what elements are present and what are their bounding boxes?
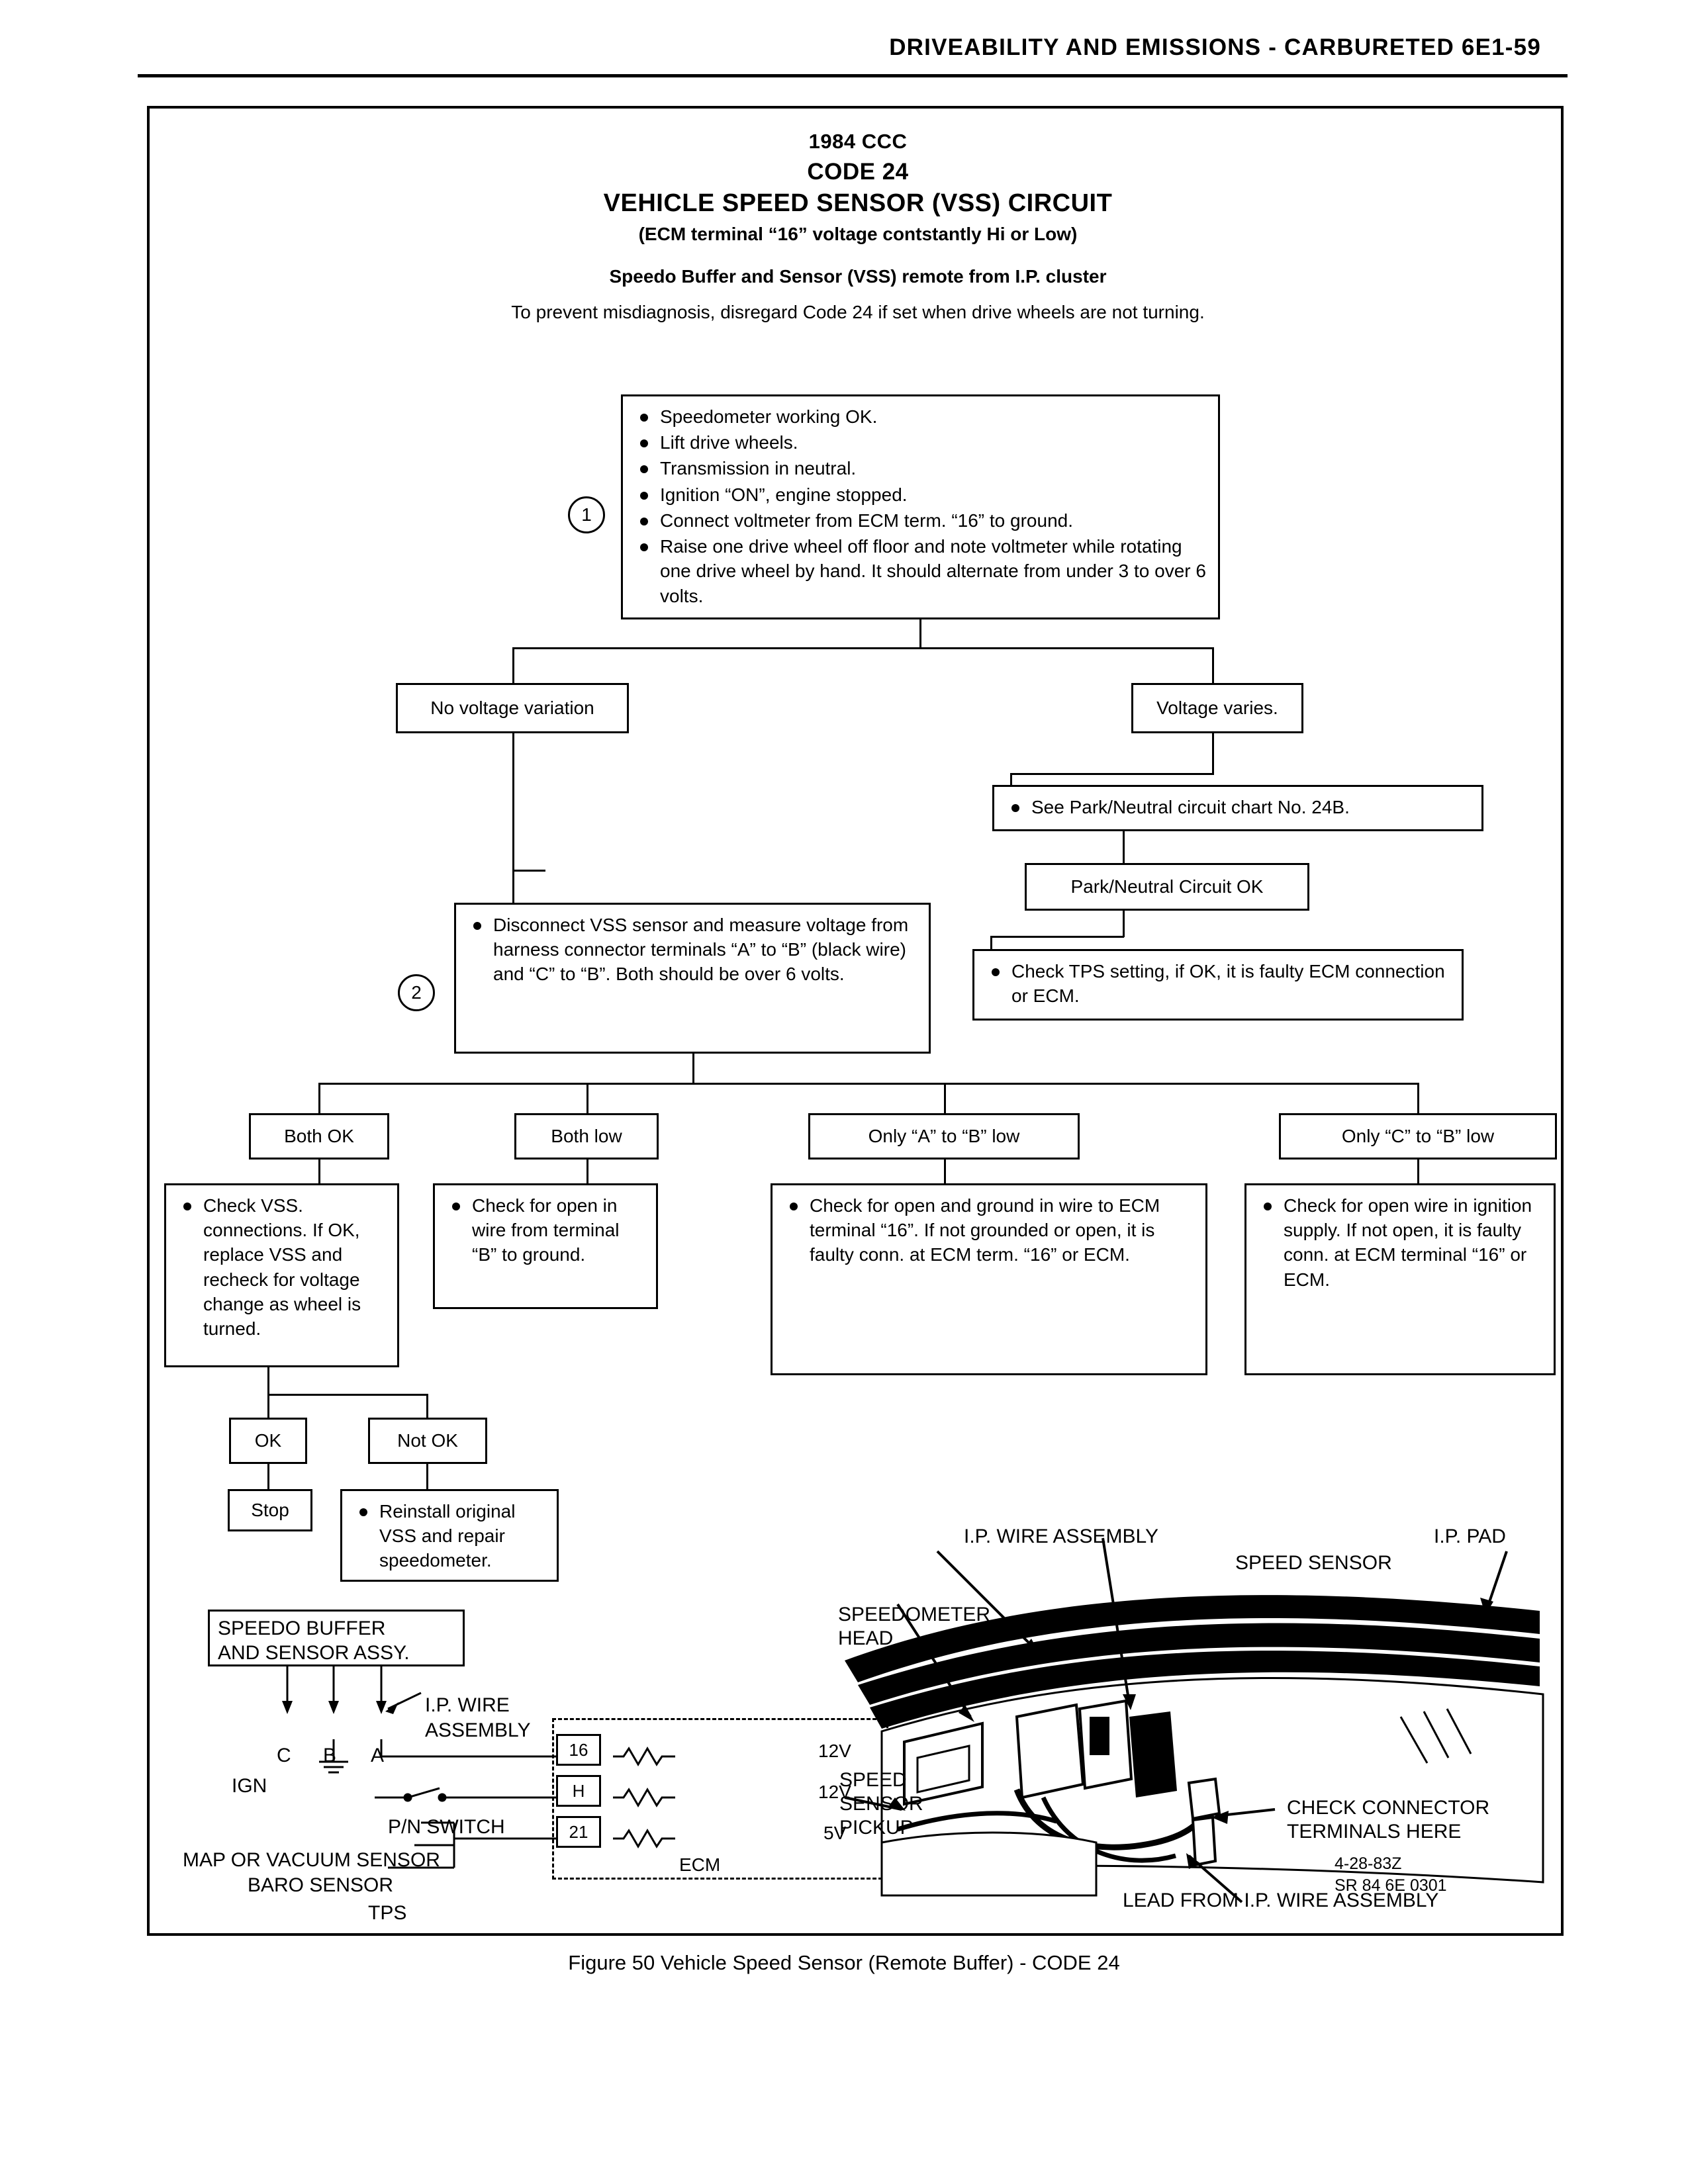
step-1-number: 1 — [568, 496, 605, 533]
park-neutral-ok-label: Park/Neutral Circuit OK — [1070, 876, 1264, 897]
ip-wire-assembly-callout: I.P. WIRE ASSEMBLY — [964, 1525, 1158, 1547]
connector — [267, 1367, 269, 1395]
connector — [267, 1394, 269, 1419]
voltage-varies-label: Voltage varies. — [1156, 698, 1278, 719]
ecm-voltage-16: 12V — [818, 1741, 851, 1761]
stop-box — [228, 1489, 312, 1531]
both-ok-box — [249, 1113, 389, 1160]
both-ok-action-box — [164, 1183, 399, 1367]
title-year: 1984 CCC — [808, 130, 908, 153]
step-2-text: Disconnect VSS sensor and measure voltage from harness connector terminals “A” to “B” (black wire) and “C” to “B”. Both should be over 6 volts. — [468, 913, 917, 987]
both-ok-label: Both OK — [284, 1126, 354, 1147]
reinstall-action-box — [340, 1489, 559, 1582]
park-neutral-ok-box — [1025, 863, 1309, 911]
ecm-voltage-h: 12V — [818, 1782, 851, 1802]
connector — [1010, 773, 1214, 775]
speed-sensor-pickup-callout — [839, 1768, 923, 1840]
terminal-c-label: C — [277, 1745, 291, 1766]
speedometer-head-line1: SPEEDOMETER — [838, 1604, 991, 1625]
speed-sensor-callout: SPEED SENSOR — [1235, 1552, 1392, 1574]
title-circuit: VEHICLE SPEED SENSOR (VSS) CIRCUIT — [603, 189, 1113, 217]
ign-label: IGN — [232, 1775, 267, 1797]
connector — [944, 1083, 946, 1115]
no-voltage-variation-box — [396, 683, 629, 733]
connector — [1123, 911, 1125, 937]
reinstall-action-text: Reinstall original VSS and repair speedometer. — [354, 1499, 545, 1573]
connector — [1212, 733, 1214, 774]
only-a-to-b-low-box — [808, 1113, 1080, 1160]
connector — [512, 733, 514, 911]
stamp-line-2: SR 84 6E 0301 — [1335, 1876, 1447, 1895]
both-low-label: Both low — [551, 1126, 622, 1147]
ecm-voltage-21: 5V — [823, 1823, 847, 1843]
speedo-buffer-label-2: AND SENSOR ASSY. — [218, 1641, 410, 1664]
connector — [1212, 647, 1214, 684]
speedo-buffer-label-1: SPEEDO BUFFER — [218, 1617, 386, 1639]
connector — [919, 619, 921, 649]
step-1-item: Ignition “ON”, engine stopped. — [635, 482, 1206, 507]
connector — [426, 1464, 428, 1489]
only-a-to-b-low-label: Only “A” to “B” low — [868, 1126, 1020, 1147]
connector — [586, 1160, 588, 1185]
no-voltage-variation-label: No voltage variation — [430, 698, 594, 719]
terminal-b-label: B — [323, 1745, 337, 1766]
ecm-pin-16: 16 — [556, 1734, 601, 1766]
ecm-pin-21: 21 — [556, 1816, 601, 1848]
only-c-to-b-low-box — [1279, 1113, 1557, 1160]
not-ok-box — [368, 1418, 487, 1464]
speed-sensor-pickup-line2: SENSOR — [839, 1793, 923, 1815]
connector — [512, 647, 514, 684]
pn-switch-label: P/N SWITCH — [388, 1816, 505, 1838]
title-buffer-note: Speedo Buffer and Sensor (VSS) remote from I.P. cluster — [609, 266, 1107, 287]
ok-box — [229, 1418, 307, 1464]
connector — [318, 1160, 320, 1185]
only-c-to-b-low-label: Only “C” to “B” low — [1341, 1126, 1495, 1147]
speed-sensor-pickup-line3: PICKUP — [839, 1817, 914, 1839]
speed-sensor-pickup-line1: SPEED — [839, 1769, 907, 1791]
step-2-box — [454, 903, 931, 1054]
step-1-item: Speedometer working OK. — [635, 404, 1206, 429]
connector — [1123, 831, 1125, 863]
check-connector-line2: TERMINALS HERE — [1287, 1821, 1462, 1843]
both-low-action-text: Check for open in wire from terminal “B” to ground. — [447, 1193, 644, 1267]
check-connector-line1: CHECK CONNECTOR — [1287, 1797, 1490, 1819]
ip-illustration — [818, 1498, 1560, 1948]
step-1-item: Lift drive wheels. — [635, 430, 1206, 455]
connector — [692, 1054, 694, 1084]
speedo-buffer-assy-box — [208, 1610, 465, 1666]
voltage-varies-box — [1131, 683, 1303, 733]
speedometer-head-line2: HEAD — [838, 1627, 894, 1649]
both-low-box — [514, 1113, 659, 1160]
figure-frame — [147, 106, 1564, 1936]
stamp-line-1: 4-28-83Z — [1335, 1854, 1402, 1873]
connector — [318, 1083, 320, 1115]
only-c-action-box — [1244, 1183, 1556, 1375]
ip-pad-callout: I.P. PAD — [1434, 1525, 1506, 1547]
connector — [267, 1394, 426, 1396]
only-a-action-box — [771, 1183, 1207, 1375]
only-c-action-text: Check for open wire in ignition supply. If not open, it is faulty conn. at ECM terminal “16” or ECM. — [1258, 1193, 1542, 1292]
step-1-item: Connect voltmeter from ECM term. “16” to ground. — [635, 508, 1206, 533]
tps-check-box — [972, 949, 1464, 1021]
both-ok-action-text: Check VSS. connections. If OK, replace VSS and recheck for voltage change as wheel is turned. — [178, 1193, 385, 1341]
park-neutral-chart-text: See Park/Neutral circuit chart No. 24B. — [1006, 795, 1470, 819]
connector — [990, 936, 1124, 938]
check-connector-callout — [1287, 1796, 1489, 1844]
header-rule — [138, 74, 1568, 77]
connector — [990, 936, 992, 950]
connector — [318, 1083, 1417, 1085]
figure-caption: Figure 50 Vehicle Speed Sensor (Remote Buffer) - CODE 24 — [568, 1951, 1120, 1974]
ip-wire-assembly-label-2: ASSEMBLY — [425, 1719, 531, 1741]
tps-label: TPS — [368, 1902, 407, 1924]
speedometer-head-callout — [838, 1603, 990, 1651]
park-neutral-chart-box — [992, 785, 1483, 831]
connector — [586, 1083, 588, 1115]
page-header: DRIVEABILITY AND EMISSIONS - CARBURETED 6E1-59 — [889, 34, 1541, 60]
connector — [512, 870, 545, 872]
connector — [1417, 1083, 1419, 1115]
stop-label: Stop — [251, 1500, 289, 1521]
title-code: CODE 24 — [807, 159, 909, 185]
connector — [1010, 773, 1012, 786]
connector — [267, 1464, 269, 1489]
connector — [426, 1394, 428, 1419]
ip-wire-assembly-label-1: I.P. WIRE — [425, 1694, 510, 1716]
drawing-stamp — [1335, 1853, 1447, 1896]
ok-label: OK — [254, 1430, 282, 1451]
baro-sensor-label: BARO SENSOR — [248, 1874, 394, 1896]
step-2-number: 2 — [398, 974, 435, 1011]
ecm-label: ECM — [679, 1854, 721, 1875]
step-1-item: Transmission in neutral. — [635, 456, 1206, 480]
connector — [1417, 1160, 1419, 1185]
not-ok-label: Not OK — [397, 1430, 458, 1451]
title-subnote: (ECM terminal “16” voltage contstantly Hi or Low) — [638, 224, 1078, 244]
terminal-a-label: A — [371, 1745, 385, 1766]
both-low-action-box — [433, 1183, 658, 1309]
title-misdiagnosis-note: To prevent misdiagnosis, disregard Code 24 if set when drive wheels are not turning. — [511, 302, 1205, 322]
step-1-item: Raise one drive wheel off floor and note voltmeter while rotating one drive wheel by hand. It should alternate from under 3 to over 6 volts. — [635, 534, 1206, 608]
connector — [512, 647, 1214, 649]
map-sensor-label: MAP OR VACUUM SENSOR — [183, 1849, 440, 1871]
tps-check-text: Check TPS setting, if OK, it is faulty ECM connection or ECM. — [986, 959, 1450, 1008]
connector — [944, 1160, 946, 1185]
only-a-action-text: Check for open and ground in wire to ECM terminal “16”. If not grounded or open, it is faulty conn. at ECM term. “16” or ECM. — [784, 1193, 1194, 1267]
step-1-box — [621, 394, 1220, 619]
ecm-pin-h: H — [556, 1775, 601, 1807]
lead-from-ip-callout: LEAD FROM I.P. WIRE ASSEMBLY — [1123, 1889, 1439, 1911]
